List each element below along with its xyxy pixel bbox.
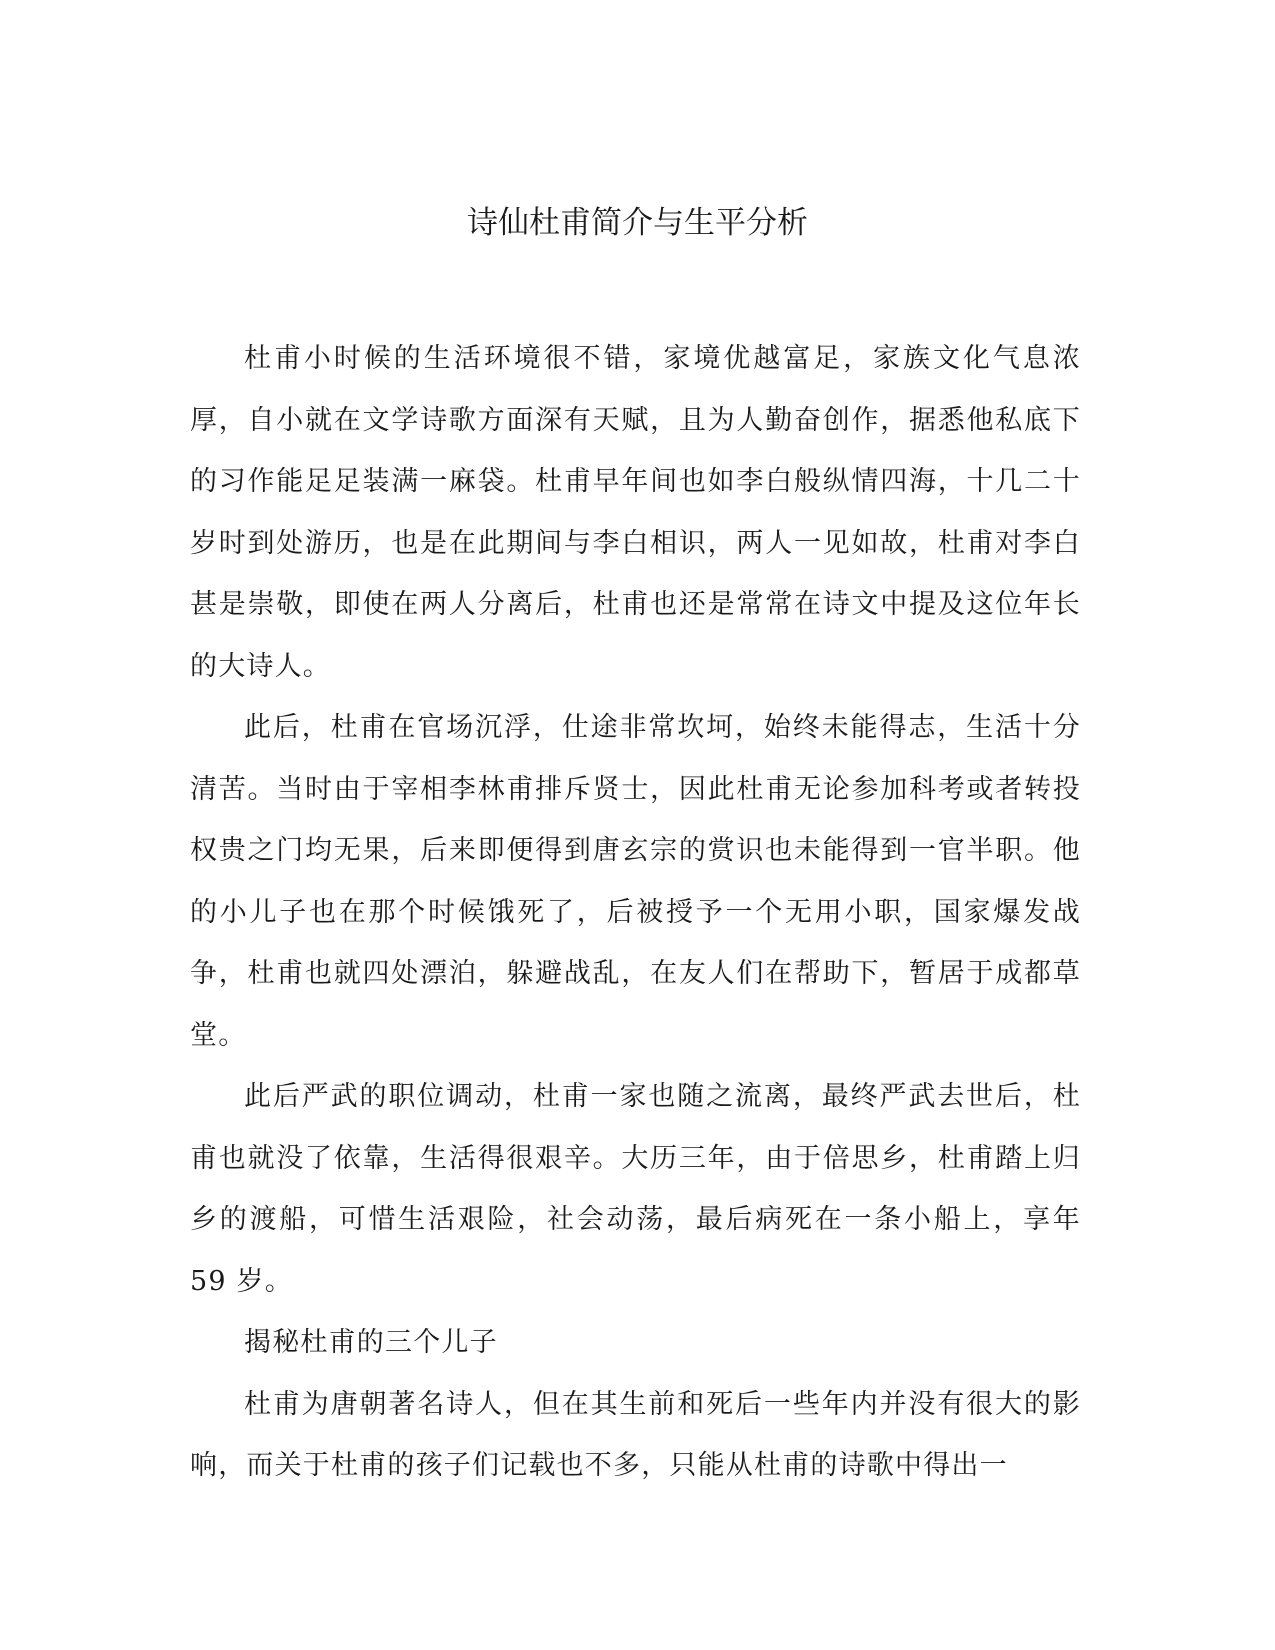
document-body <box>190 328 1081 1497</box>
paragraph-childhood: 杜甫小时候的生活环境很不错，家境优越富足，家族文化气息浓厚，自小就在文学诗歌方面深有天赋，且为人勤奋创作，据悉他私底下的习作能足足装满一麻袋。杜甫早年间也如李白般纵情四海，十几二十岁时到处游历，也是在此期间与李白相识，两人一见如故，杜甫对李白甚是崇敬，即使在两人分离后，杜甫也还是常常在诗文中提及这位年长的大诗人。 <box>190 343 1081 682</box>
section-heading-sons: 揭秘杜甫的三个儿子 <box>244 1327 498 1358</box>
paragraph-official-career: 此后，杜甫在官场沉浮，仕途非常坎坷，始终未能得志，生活十分清苦。当时由于宰相李林甫排斥贤士，因此杜甫无论参加科考或者转投权贵之门均无果，后来即便得到唐玄宗的赏识也未能得到一官半职。他的小儿子也在那个时候饿死了，后被授予一个无用小职，国家爆发战争，杜甫也就四处漂泊，躲避战乱，在友人们在帮助下，暂居于成都草堂。 <box>190 712 1081 1051</box>
paragraph-later-life: 此后严武的职位调动，杜甫一家也随之流离，最终严武去世后，杜甫也就没了依靠，生活得很艰辛。大历三年，由于倍思乡，杜甫踏上归乡的渡船，可惜生活艰险，社会动荡，最后病死在一条小船上，享年 59 岁。 <box>190 1081 1081 1297</box>
document-title: 诗仙杜甫简介与生平分析 <box>467 205 808 241</box>
paragraph-sons-intro: 杜甫为唐朝著名诗人，但在其生前和死后一些年内并没有很大的影响，而关于杜甫的孩子们记载也不多，只能从杜甫的诗歌中得出一 <box>190 1388 1081 1481</box>
